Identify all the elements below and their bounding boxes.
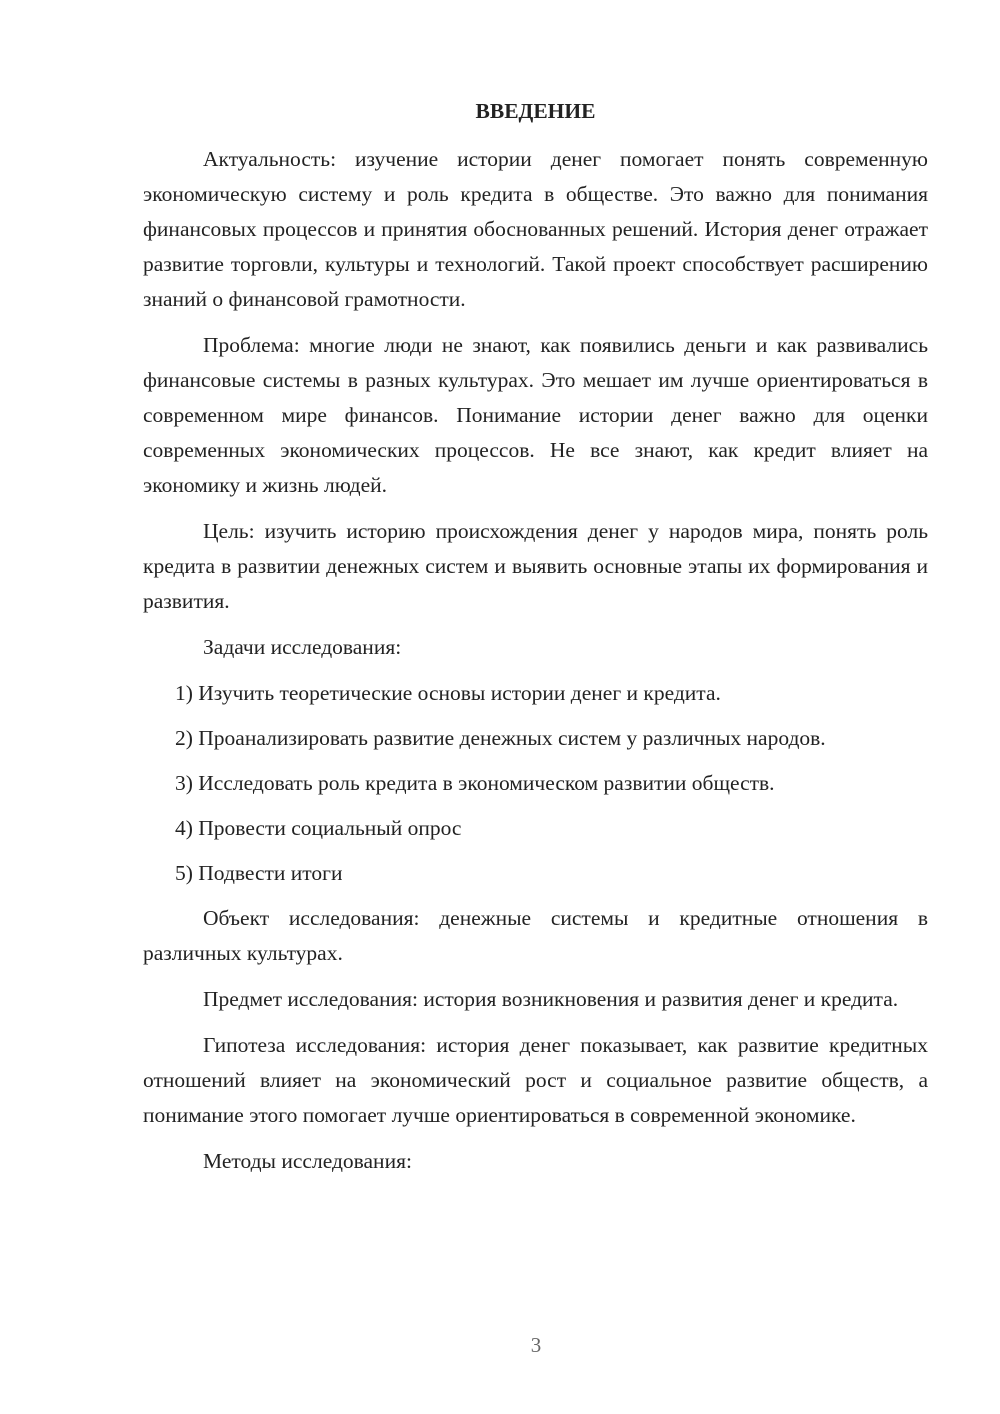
tasks-list xyxy=(143,676,928,891)
methods-heading: Методы исследования: xyxy=(203,1149,412,1173)
object-paragraph: Объект исследования: денежные системы и кредитные отношения в различных культурах. xyxy=(143,906,928,965)
document-page xyxy=(143,92,928,1190)
subject-paragraph: Предмет исследования: история возникновения и развития денег и кредита. xyxy=(203,987,899,1011)
task-item: 4) Провести социальный опрос xyxy=(175,816,462,840)
task-item: 5) Подвести итоги xyxy=(175,861,343,885)
relevance-paragraph: Актуальность: изучение истории денег помогает понять современную экономическую систему и роль кредита в обществе. Это важно для понимания финансовых процессов и принятия обоснованных решений. История денег отражает развитие торговли, культуры и технологий. Такой проект способствует расширению знаний о финансовой грамотности. xyxy=(143,147,928,311)
section-title: ВВЕДЕНИЕ xyxy=(475,99,596,123)
tasks-heading: Задачи исследования: xyxy=(203,635,402,659)
problem-paragraph: Проблема: многие люди не знают, как появились деньги и как развивались финансовые системы в разных культурах. Это мешает им лучше ориентироваться в современном мире финансов. Понимание истории денег важно для оценки современных экономических процессов. Не все знают, как кредит влияет на экономику и жизнь людей. xyxy=(143,333,928,497)
goal-paragraph: Цель: изучить историю происхождения денег у народов мира, понять роль кредита в развитии денежных систем и выявить основные этапы их формирования и развития. xyxy=(143,519,928,613)
task-item: 3) Исследовать роль кредита в экономическом развитии обществ. xyxy=(175,771,775,795)
hypothesis-paragraph: Гипотеза исследования: история денег показывает, как развитие кредитных отношений влияет на экономический рост и социальное развитие обществ, а понимание этого помогает лучше ориентироваться в современной экономике. xyxy=(143,1033,928,1127)
task-item: 2) Проанализировать развитие денежных систем у различных народов. xyxy=(175,726,826,750)
task-item: 1) Изучить теоретические основы истории денег и кредита. xyxy=(175,681,721,705)
page-number: 3 xyxy=(530,1333,542,1357)
